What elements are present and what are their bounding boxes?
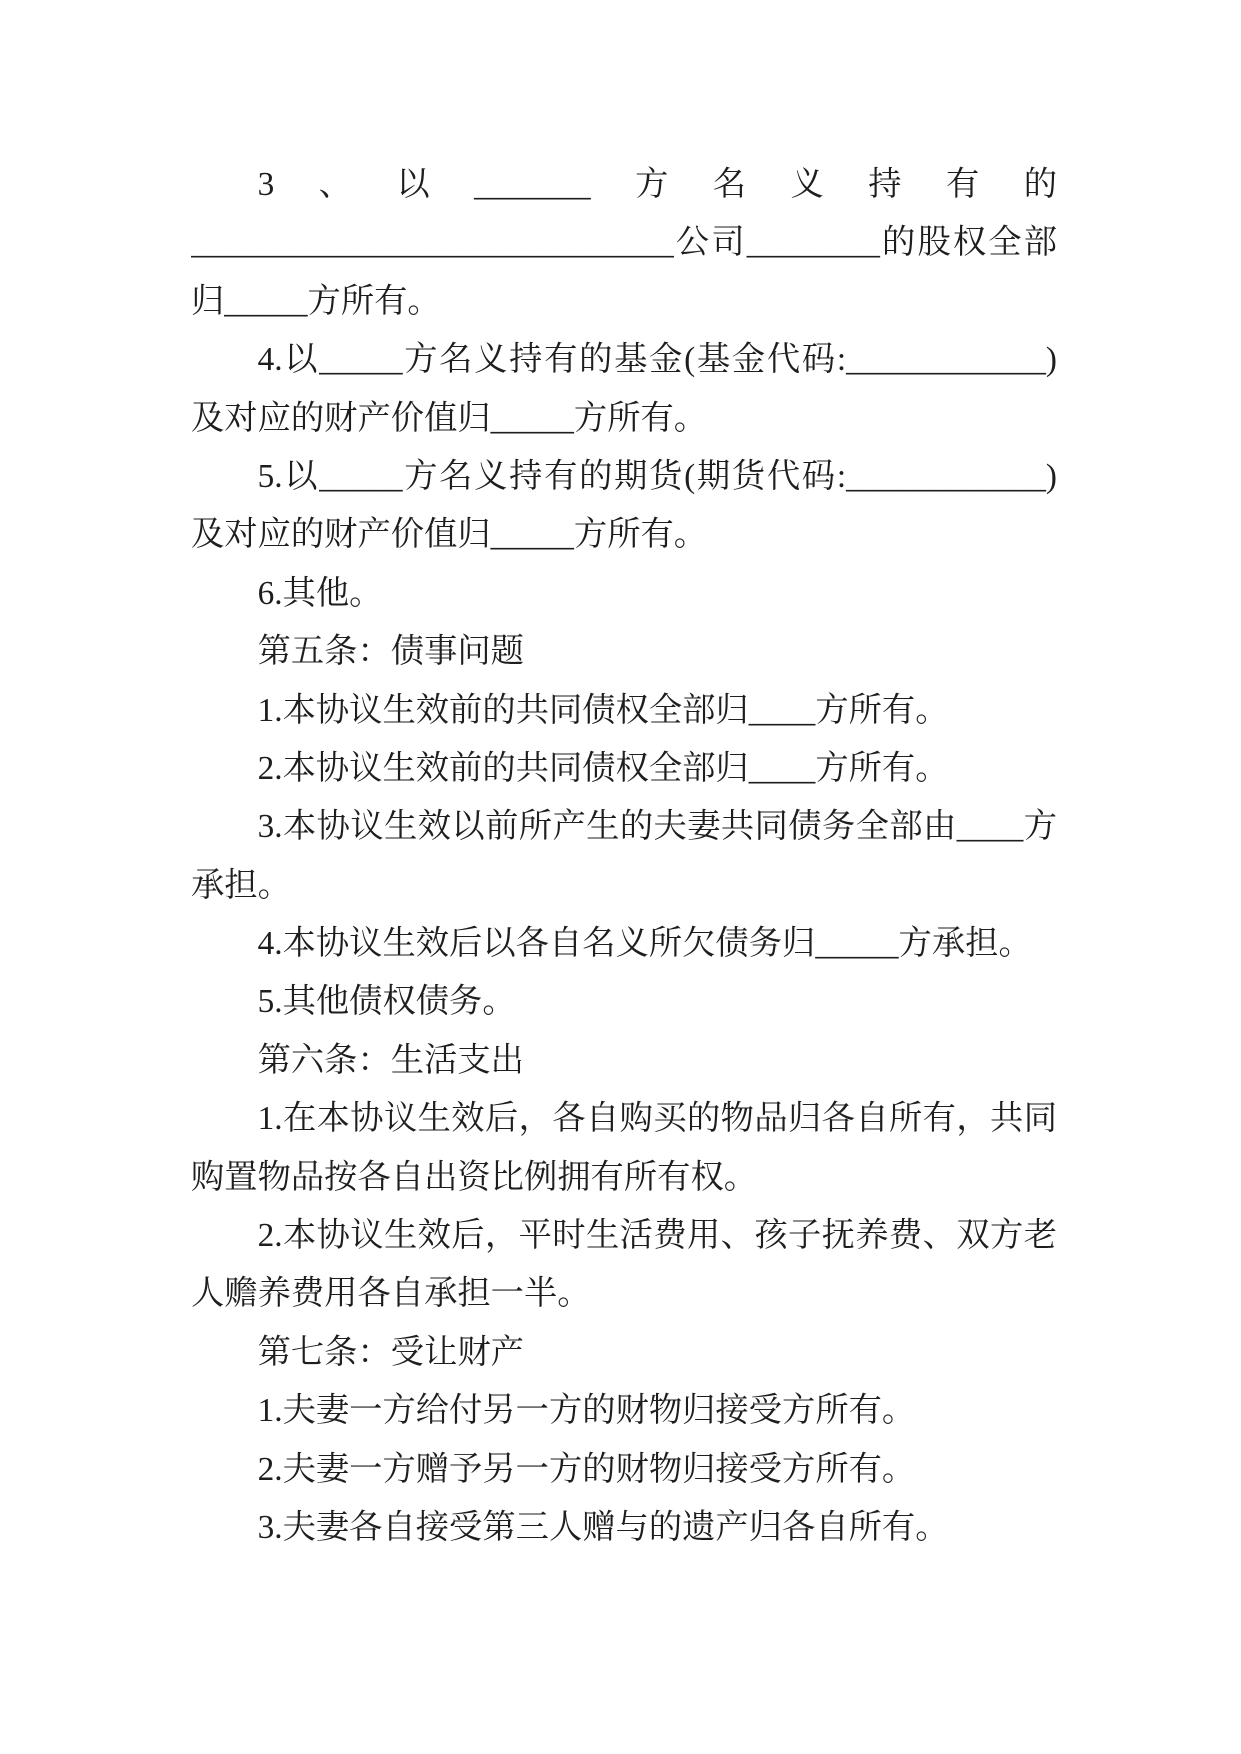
text-line: 及对应的财产价值归_____方所有。: [191, 399, 708, 437]
paragraph-futures-item: [191, 448, 1057, 565]
paragraph-debt-item-2: [191, 740, 1057, 798]
paragraph-other-item: [191, 565, 1057, 623]
text-line: 1.在本协议生效后，各自购买的物品归各自所有，共同: [257, 1100, 1057, 1138]
paragraph-equity-item: [191, 156, 1057, 331]
text-line: 购置物品按各自出资比例拥有所有权。: [191, 1158, 758, 1196]
text-line: 5.以_____方名义持有的期货(期货代码:____________): [257, 457, 1057, 495]
text-line: 承担。: [191, 866, 291, 904]
section-heading: 第六条：生活支出: [257, 1041, 524, 1079]
section-heading: 第七条：受让财产: [257, 1333, 524, 1371]
text-line: 3.本协议生效以前所产生的夫妻共同债务全部由____方: [257, 808, 1057, 846]
paragraph-transfer-item-2: [191, 1441, 1057, 1499]
text-line: 6.其他。: [257, 574, 383, 612]
paragraph-debt-item-5: [191, 973, 1057, 1031]
text-line: 归_____方所有。: [191, 282, 441, 320]
section-heading-article-7: [191, 1324, 1057, 1382]
document-page: [191, 156, 1057, 1557]
text-line: 3、以_______方名义持有的: [257, 166, 1057, 203]
text-line: 1.夫妻一方给付另一方的财物归接受方所有。: [257, 1392, 916, 1430]
paragraph-fund-item: [191, 331, 1057, 448]
paragraph-debt-item-1: [191, 682, 1057, 740]
paragraph-expense-item-1: [191, 1090, 1057, 1207]
paragraph-transfer-item-3: [191, 1499, 1057, 1557]
text-line: 1.本协议生效前的共同债权全部归____方所有。: [257, 691, 949, 729]
text-line: 2.本协议生效后，平时生活费用、孩子抚养费、双方老: [257, 1217, 1057, 1255]
text-line: 3.夫妻各自接受第三人赠与的遗产归各自所有。: [257, 1508, 949, 1546]
text-line: 人赡养费用各自承担一半。: [191, 1275, 591, 1313]
paragraph-debt-item-3: [191, 798, 1057, 915]
section-heading-article-5: [191, 623, 1057, 681]
paragraph-transfer-item-1: [191, 1382, 1057, 1440]
paragraph-debt-item-4: [191, 915, 1057, 973]
section-heading-article-6: [191, 1032, 1057, 1090]
paragraph-expense-item-2: [191, 1207, 1057, 1324]
text-line: 4.以_____方名义持有的基金(基金代码:____________): [257, 341, 1057, 379]
text-line: 4.本协议生效后以各自名义所欠债务归_____方承担。: [257, 925, 1032, 963]
text-line: 2.夫妻一方赠予另一方的财物归接受方所有。: [257, 1450, 916, 1488]
section-heading: 第五条：债事问题: [257, 633, 524, 671]
text-line: _____________________________公司________的股权全部: [191, 224, 1057, 262]
text-line: 及对应的财产价值归_____方所有。: [191, 516, 708, 554]
text-line: 5.其他债权债务。: [257, 983, 516, 1021]
text-line: 2.本协议生效前的共同债权全部归____方所有。: [257, 749, 949, 787]
